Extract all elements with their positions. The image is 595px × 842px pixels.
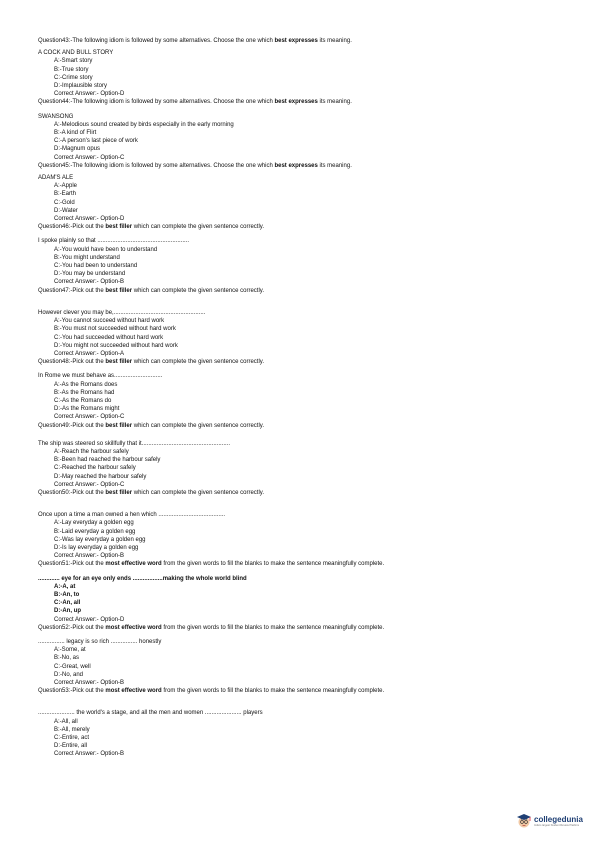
question-prompt: Question53:-Pick out the most effective word from the given words to fill the blanks to make the sentence meaningfully complete. (38, 688, 385, 695)
option-d: D:-You might not succeeded without hard work (54, 342, 178, 349)
option-a: A:-Smart story (54, 58, 93, 65)
question-45 (38, 162, 558, 223)
option-c: C:-A person's last piece of work (54, 138, 138, 145)
option-b: B:-No, as (54, 655, 80, 662)
logo-tagline: India's largest Student Review Platform (534, 823, 580, 827)
question-52 (38, 624, 558, 687)
option-b: B:-All, merely (54, 726, 90, 733)
correct-answer: Correct Answer:- Option-C (54, 481, 125, 488)
question-prompt: Question51:-Pick out the most effective word from the given words to fill the blanks to make the sentence meaningfully complete. (38, 561, 385, 568)
option-b: B:-A kind of Flirt (54, 130, 97, 137)
option-c: C:-Reached the harbour safely (54, 465, 136, 472)
correct-answer: Correct Answer:- Option-B (54, 751, 125, 758)
question-stem: ............. eye for an eye only ends ..................making the whole world blind (38, 575, 247, 582)
option-d: D:-Magnum opus (54, 146, 101, 153)
option-a: A:-Some, at (54, 647, 86, 654)
question-prompt: Question49:-Pick out the best filler which can complete the given sentence correctly. (38, 422, 265, 429)
option-c: C:-Entire, act (54, 735, 90, 742)
option-c: C:-You had been to understand (54, 263, 138, 270)
option-a: A:-As the Romans does (54, 381, 118, 388)
correct-answer: Correct Answer:- Option-B (54, 279, 125, 286)
question-stem: ADAM'S ALE (38, 175, 74, 182)
option-b: B:-You must not succeeded without hard work (54, 326, 176, 333)
option-c: C:-As the Romans do (54, 397, 112, 404)
correct-answer: Correct Answer:- Option-D (54, 616, 125, 623)
question-49 (38, 422, 558, 489)
question-53 (38, 687, 558, 758)
correct-answer: Correct Answer:- Option-C (54, 154, 125, 161)
graduate-mascot-icon (516, 812, 532, 830)
question-prompt: Question52:-Pick out the most effective word from the given words to fill the blanks to make the sentence meaningfully complete. (38, 624, 385, 631)
question-prompt: Question50:-Pick out the best filler which can complete the given sentence correctly. (38, 489, 265, 496)
correct-answer: Correct Answer:- Option-C (54, 414, 125, 421)
question-document (38, 37, 558, 759)
option-a: A:-Reach the harbour safely (54, 448, 129, 455)
correct-answer: Correct Answer:- Option-A (54, 350, 125, 357)
option-a: A:-Apple (54, 183, 78, 190)
question-51 (38, 560, 558, 623)
question-stem: A COCK AND BULL STORY (38, 50, 114, 57)
option-d: D:-May reached the harbour safely (54, 473, 147, 480)
option-b: B:-Earth (54, 191, 77, 198)
question-prompt: Question46:-Pick out the best filler which can complete the given sentence correctly. (38, 224, 265, 231)
option-a: A:-You cannot succeed without hard work (54, 318, 165, 325)
option-b: B:-Been had reached the harbour safely (54, 457, 161, 464)
option-c: C:-An, all (54, 600, 81, 607)
correct-answer: Correct Answer:- Option-B (54, 680, 125, 687)
option-b: B:-As the Romans had (54, 389, 115, 396)
option-d: D:-An, up (54, 608, 81, 615)
question-prompt: Question43:-The following idiom is followed by some alternatives. Choose the one which best expresses its meaning. (38, 38, 352, 44)
option-c: C:-Great, well (54, 663, 91, 670)
question-stem: ...................... the world's a stage, and all the men and women ...................... players (38, 710, 263, 717)
correct-answer: Correct Answer:- Option-B (54, 553, 125, 560)
question-43 (38, 37, 558, 98)
option-c: C:-Gold (54, 199, 75, 206)
question-47 (38, 287, 558, 358)
question-44 (38, 98, 558, 161)
correct-answer: Correct Answer:- Option-D (54, 216, 125, 223)
option-a: A:-A, at (54, 583, 76, 590)
option-d: D:-No, and (54, 671, 84, 678)
option-c: C:-Crime story (54, 74, 93, 81)
option-a: A:-Lay everyday a golden egg (54, 520, 134, 527)
correct-answer: Correct Answer:- Option-D (54, 91, 125, 98)
question-prompt: Question47:-Pick out the best filler which can complete the given sentence correctly. (38, 287, 265, 294)
logo-text (534, 815, 583, 828)
option-c: C:-You had succeeded without hard work (54, 334, 164, 341)
question-stem: ................ legacy is so rich ................ honestly (38, 639, 162, 645)
option-a: A:-All, all (54, 718, 78, 725)
option-d: D:-Implausible story (54, 83, 108, 90)
question-stem: However clever you may be,....................................................... (38, 309, 206, 316)
option-d: D:-Water (54, 207, 78, 214)
option-b: B:-An, to (54, 591, 80, 598)
option-b: B:-You might understand (54, 254, 120, 261)
logo-name: collegedunia (534, 814, 583, 824)
question-stem: Once upon a time a man owned a hen which ........................................ (38, 512, 226, 519)
option-b: B:-Laid everyday a golden egg (54, 528, 136, 535)
question-stem: I spoke plainly so that ....................................................... (38, 238, 190, 245)
question-stem: SWANSONG (38, 113, 74, 120)
question-50 (38, 489, 558, 560)
question-46 (38, 223, 558, 286)
collegedunia-logo (516, 808, 595, 834)
question-48 (38, 358, 558, 421)
question-prompt: Question45:-The following idiom is followed by some alternatives. Choose the one which best expresses its meaning. (38, 162, 352, 169)
question-stem: In Rome we must behave as............................. (38, 373, 163, 380)
option-a: A:-Melodious sound created by birds especially in the early morning (54, 121, 234, 128)
option-a: A:-You would have been to understand (54, 246, 158, 253)
option-b: B:-True story (54, 66, 89, 73)
option-d: D:-Entire, all (54, 743, 88, 750)
option-d: D:-Is lay everyday a golden egg (54, 544, 139, 551)
question-stem: The ship was steered so skillfully that it..................................................... (38, 440, 231, 447)
question-prompt: Question44:-The following idiom is followed by some alternatives. Choose the one which best expresses its meaning. (38, 99, 352, 106)
question-prompt: Question48:-Pick out the best filler which can complete the given sentence correctly. (38, 359, 265, 366)
option-d: D:-You may be understand (54, 271, 126, 278)
option-c: C:-Was lay everyday a golden egg (54, 536, 146, 543)
option-d: D:-As the Romans might (54, 406, 120, 413)
